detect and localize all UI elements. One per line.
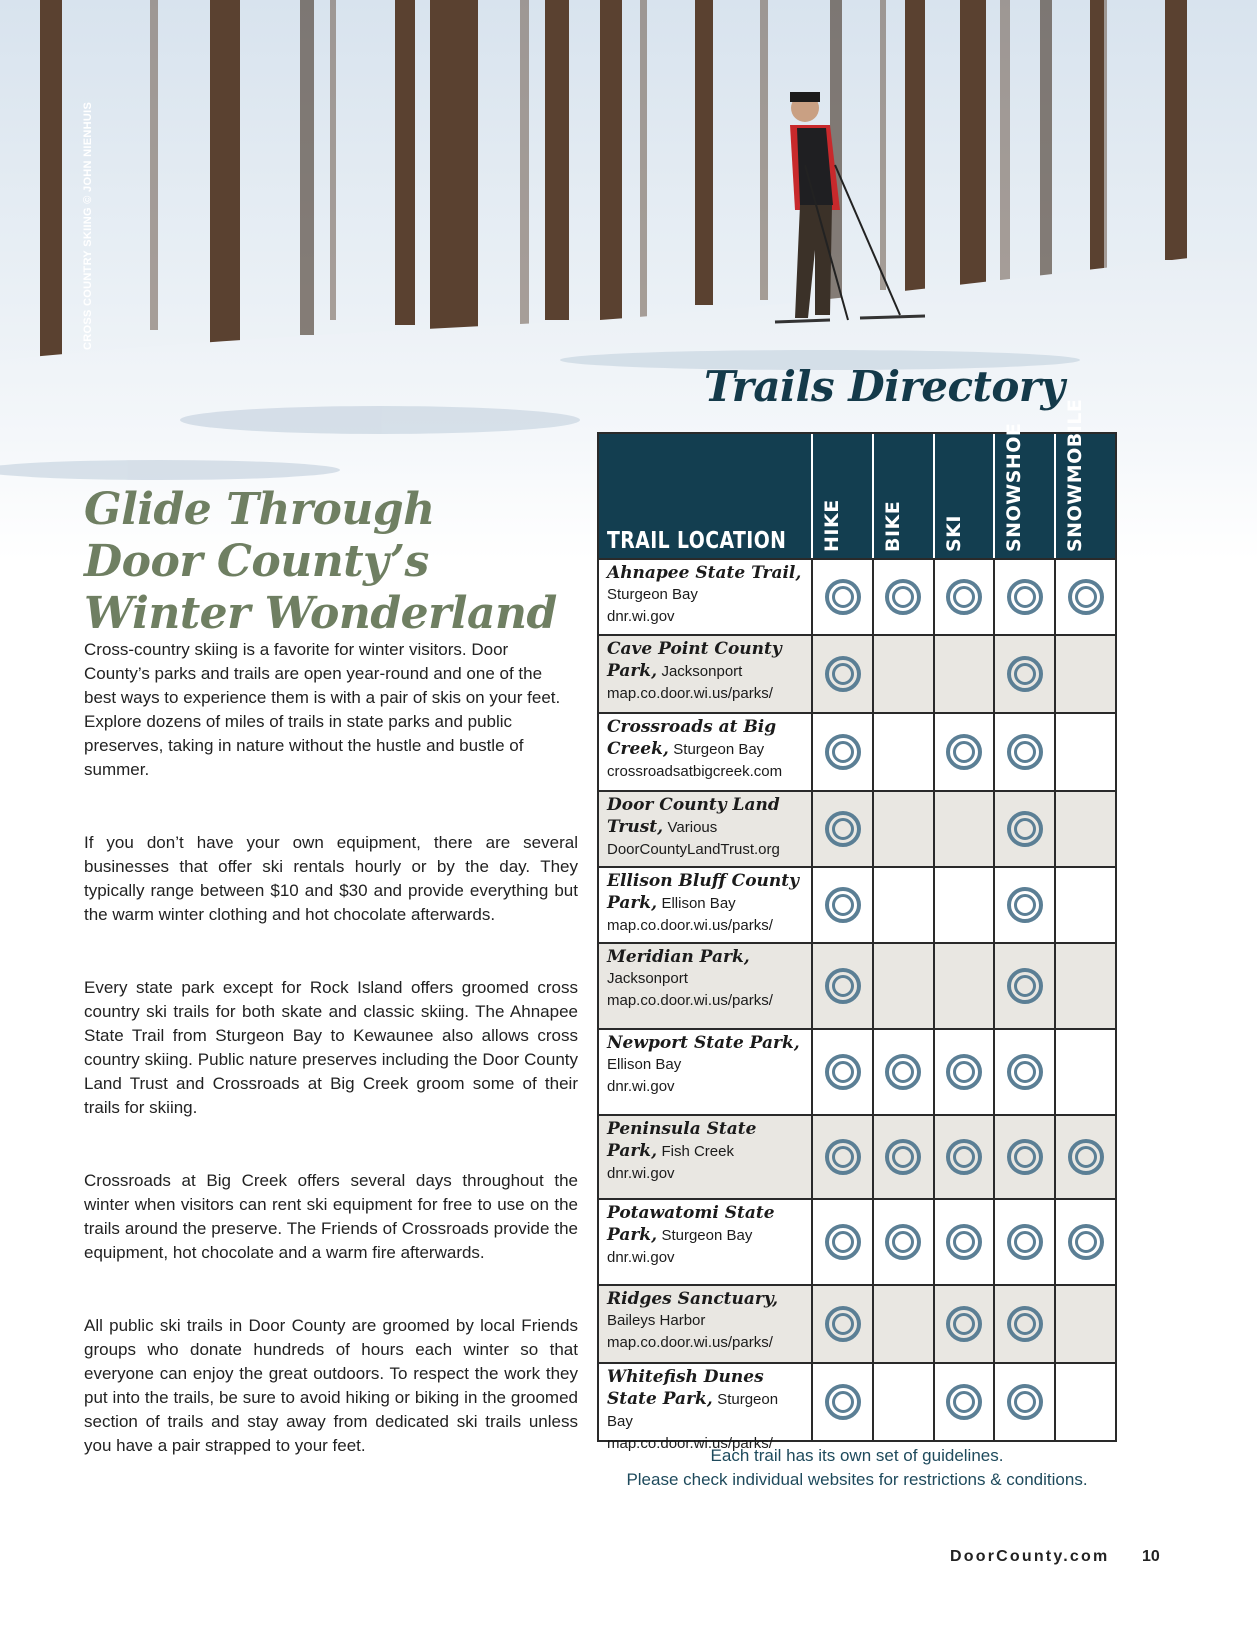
trail-name-line — [607, 638, 807, 683]
available-icon — [825, 968, 861, 1004]
trail-name-line — [607, 870, 807, 915]
trail-town: Sturgeon Bay — [661, 1227, 753, 1244]
trail-town: Sturgeon Bay — [607, 1391, 779, 1430]
table-row — [599, 1284, 1115, 1362]
footer-site: DoorCounty.com — [950, 1548, 1110, 1565]
header-bike — [872, 434, 933, 558]
trail-name: Ridges Sanctuary, — [607, 1289, 779, 1309]
trail-location-cell — [599, 1200, 811, 1284]
header-trail-location — [599, 434, 811, 558]
header-hike — [811, 434, 872, 558]
photo-credit-container — [82, 100, 102, 350]
activity-cell-bike — [872, 944, 933, 1028]
trail-url: map.co.door.wi.us/parks/ — [607, 992, 773, 1009]
trail-name-line — [607, 1118, 807, 1163]
available-icon — [946, 734, 982, 770]
trail-location-cell — [599, 1286, 811, 1362]
photo-credit: CROSS COUNTRY SKIING © JOHN NIENHUIS — [82, 101, 94, 350]
trail-name: Door County Land Trust, — [607, 795, 780, 837]
activity-cell-snowmobile — [1054, 792, 1115, 866]
available-icon — [885, 579, 921, 615]
activity-cell-bike — [872, 1200, 933, 1284]
activity-cell-hike — [811, 792, 872, 866]
header-label: SNOWSHOE — [1003, 422, 1026, 552]
article-paragraph: Cross-country skiing is a favorite for winter visitors. Door County’s parks and trails are open year-round and one of the best ways to experience them is with a pair of skis on your feet. Explore dozens of miles of trails in state parks and public preserves, taking in nature without the hustle and bustle of summer. — [84, 640, 561, 779]
trail-url: map.co.door.wi.us/parks/ — [607, 1334, 773, 1351]
available-icon — [946, 1306, 982, 1342]
header-ski — [933, 434, 994, 558]
activity-cell-snowshoe — [993, 1364, 1054, 1440]
header-label: TRAIL LOCATION — [607, 528, 787, 554]
activity-cell-hike — [811, 1116, 872, 1198]
trail-name: Newport State Park, — [607, 1033, 800, 1053]
activity-cell-bike — [872, 1030, 933, 1114]
activity-cell-hike — [811, 1364, 872, 1440]
activity-cell-hike — [811, 636, 872, 712]
table-row — [599, 942, 1115, 1028]
available-icon — [1007, 887, 1043, 923]
guidelines-note — [597, 1444, 1117, 1492]
article-headline — [84, 484, 564, 640]
trail-url: dnr.wi.gov — [607, 1249, 675, 1266]
trail-url: dnr.wi.gov — [607, 1078, 675, 1095]
available-icon — [825, 734, 861, 770]
trail-location-cell — [599, 868, 811, 942]
trail-town: Ellison Bay — [607, 1056, 682, 1073]
trail-name-line — [607, 1202, 807, 1247]
table-body — [599, 558, 1115, 1452]
activity-cell-snowmobile — [1054, 1364, 1115, 1440]
trail-url: crossroadsatbigcreek.com — [607, 763, 783, 780]
header-label: HIKE — [821, 499, 844, 552]
activity-cell-ski — [933, 1200, 994, 1284]
trails-table — [597, 398, 1117, 1452]
activity-cell-snowmobile — [1054, 636, 1115, 712]
available-icon — [946, 1224, 982, 1260]
available-icon — [825, 656, 861, 692]
available-icon — [1007, 1384, 1043, 1420]
article-paragraph: If you don’t have your own equipment, there are several businesses that offer ski rentals hourly or by the day. They typically range between $10 and $30 and provide everything but the warm winter clothing and hot chocolate afterwards. — [84, 833, 578, 924]
available-icon — [1007, 811, 1043, 847]
trail-name-line — [607, 1366, 807, 1433]
activity-cell-hike — [811, 1200, 872, 1284]
activity-cell-ski — [933, 792, 994, 866]
available-icon — [825, 1054, 861, 1090]
trail-town: Jacksonport — [607, 970, 688, 987]
activity-cell-bike — [872, 560, 933, 634]
available-icon — [1007, 579, 1043, 615]
trail-location-cell — [599, 944, 811, 1028]
activity-cell-snowmobile — [1054, 944, 1115, 1028]
trail-name-line — [607, 1288, 807, 1332]
table-row — [599, 1114, 1115, 1198]
header-snowmobile — [1054, 398, 1115, 558]
activity-cell-ski — [933, 1364, 994, 1440]
activity-cell-ski — [933, 868, 994, 942]
trail-town: Ellison Bay — [661, 895, 736, 912]
table-row — [599, 866, 1115, 942]
article-paragraph: Crossroads at Big Creek offers several days throughout the winter when visitors can rent ski equipment for free to use on the trails around the preserve. The Friends of Crossroads provide the equipment, hot chocolate and a warm fire afterwards. — [84, 1171, 578, 1262]
activity-cell-snowshoe — [993, 1286, 1054, 1362]
activity-cell-snowshoe — [993, 1200, 1054, 1284]
activity-cell-bike — [872, 1116, 933, 1198]
header-label: BIKE — [881, 500, 904, 552]
table-row — [599, 558, 1115, 634]
trail-town: Baileys Harbor — [607, 1312, 706, 1329]
trail-name: Cave Point County Park, — [607, 639, 782, 681]
available-icon — [946, 579, 982, 615]
available-icon — [825, 1139, 861, 1175]
table-header — [599, 398, 1115, 558]
available-icon — [1007, 1054, 1043, 1090]
trail-town: Sturgeon Bay — [673, 741, 765, 758]
activity-cell-snowmobile — [1054, 560, 1115, 634]
trail-name: Ellison Bluff County Park, — [607, 871, 800, 913]
activity-cell-hike — [811, 868, 872, 942]
available-icon — [1068, 579, 1104, 615]
article-paragraph: All public ski trails in Door County are groomed by local Friends groups who donate hundreds of hours each winter so that everyone can enjoy the great outdoors. To respect the work they put into the trails, be sure to avoid hiking or biking in the groomed section of trails and stay away from dedicated ski trails unless you have a pair strapped to your feet. — [84, 1316, 578, 1455]
trail-location-cell — [599, 714, 811, 790]
activity-cell-hike — [811, 1030, 872, 1114]
trail-name: Ahnapee State Trail, — [607, 563, 802, 583]
trail-url: map.co.door.wi.us/parks/ — [607, 1435, 773, 1452]
trail-location-cell — [599, 636, 811, 712]
activity-cell-bike — [872, 636, 933, 712]
trail-name: Crossroads at Big Creek, — [607, 717, 777, 759]
activity-cell-snowmobile — [1054, 868, 1115, 942]
table-row — [599, 1362, 1115, 1452]
trail-location-cell — [599, 560, 811, 634]
table-row — [599, 1198, 1115, 1284]
activity-cell-bike — [872, 1286, 933, 1362]
available-icon — [1007, 968, 1043, 1004]
trail-location-cell — [599, 792, 811, 866]
activity-cell-bike — [872, 868, 933, 942]
activity-cell-snowmobile — [1054, 1286, 1115, 1362]
activity-cell-snowshoe — [993, 636, 1054, 712]
available-icon — [825, 1384, 861, 1420]
available-icon — [946, 1384, 982, 1420]
activity-cell-hike — [811, 560, 872, 634]
activity-cell-ski — [933, 714, 994, 790]
trail-location-cell — [599, 1030, 811, 1114]
available-icon — [825, 579, 861, 615]
article-body — [84, 638, 578, 1507]
available-icon — [1007, 1306, 1043, 1342]
trail-name-line — [607, 716, 807, 761]
headline-line: Glide Through — [84, 484, 435, 535]
trail-name-line — [607, 562, 807, 606]
activity-cell-snowshoe — [993, 1116, 1054, 1198]
trail-location-cell — [599, 1116, 811, 1198]
trail-name-line — [607, 794, 807, 839]
activity-cell-ski — [933, 1286, 994, 1362]
header-snowshoe — [993, 422, 1054, 558]
note-line: Each trail has its own set of guidelines. — [710, 1446, 1004, 1465]
activity-cell-snowmobile — [1054, 714, 1115, 790]
header-label: SNOWMOBILE — [1064, 398, 1087, 552]
available-icon — [825, 887, 861, 923]
activity-cell-ski — [933, 636, 994, 712]
trail-town: Sturgeon Bay — [607, 586, 698, 603]
trail-url: dnr.wi.gov — [607, 1165, 675, 1182]
activity-cell-snowshoe — [993, 560, 1054, 634]
trail-name-line — [607, 946, 807, 990]
activity-cell-bike — [872, 714, 933, 790]
activity-cell-hike — [811, 1286, 872, 1362]
trail-name: Potawatomi State Park, — [607, 1203, 775, 1245]
activity-cell-snowshoe — [993, 868, 1054, 942]
activity-cell-snowshoe — [993, 1030, 1054, 1114]
trail-town: Various — [667, 819, 718, 836]
available-icon — [1007, 1139, 1043, 1175]
trail-url: DoorCountyLandTrust.org — [607, 841, 780, 858]
available-icon — [825, 1306, 861, 1342]
trail-name: Peninsula State Park, — [607, 1119, 757, 1161]
trail-url: dnr.wi.gov — [607, 608, 675, 625]
available-icon — [1007, 656, 1043, 692]
note-line: Please check individual websites for restrictions & conditions. — [626, 1470, 1088, 1489]
trail-town: Fish Creek — [661, 1143, 734, 1160]
trail-name: Whitefish Dunes State Park, — [607, 1367, 764, 1409]
activity-cell-bike — [872, 1364, 933, 1440]
activity-cell-ski — [933, 560, 994, 634]
table-row — [599, 634, 1115, 712]
header-label: SKI — [942, 515, 965, 552]
activity-cell-ski — [933, 1116, 994, 1198]
trail-url: map.co.door.wi.us/parks/ — [607, 917, 773, 934]
available-icon — [825, 811, 861, 847]
activity-cell-bike — [872, 792, 933, 866]
trail-town: Jacksonport — [661, 663, 743, 680]
table-row — [599, 790, 1115, 866]
trail-location-cell — [599, 1364, 811, 1452]
table-row — [599, 1028, 1115, 1114]
activity-cell-snowmobile — [1054, 1200, 1115, 1284]
available-icon — [885, 1054, 921, 1090]
available-icon — [825, 1224, 861, 1260]
available-icon — [1007, 734, 1043, 770]
activity-cell-hike — [811, 714, 872, 790]
trail-url: map.co.door.wi.us/parks/ — [607, 685, 773, 702]
activity-cell-snowshoe — [993, 792, 1054, 866]
headline-line: Winter Wonderland — [84, 588, 557, 639]
activity-cell-snowmobile — [1054, 1116, 1115, 1198]
directory-title: Trails Directory — [704, 362, 1065, 411]
available-icon — [1007, 1224, 1043, 1260]
available-icon — [946, 1139, 982, 1175]
activity-cell-snowshoe — [993, 944, 1054, 1028]
available-icon — [885, 1224, 921, 1260]
activity-cell-ski — [933, 1030, 994, 1114]
trail-name: Meridian Park, — [607, 947, 750, 967]
headline-line: Door County’s — [84, 536, 429, 587]
activity-cell-hike — [811, 944, 872, 1028]
activity-cell-snowmobile — [1054, 1030, 1115, 1114]
trail-name-line — [607, 1032, 807, 1076]
available-icon — [1068, 1224, 1104, 1260]
activity-cell-snowshoe — [993, 714, 1054, 790]
available-icon — [885, 1139, 921, 1175]
activity-cell-ski — [933, 944, 994, 1028]
article-paragraph: Every state park except for Rock Island offers groomed cross country ski trails for both skate and classic skiing. The Ahnapee State Trail from Sturgeon Bay to Kewaunee also allows cross country skiing. Public nature preserves including the Door County Land Trust and Crossroads at Big Creek groom some of their trails for skiing. — [84, 978, 578, 1117]
available-icon — [1068, 1139, 1104, 1175]
available-icon — [946, 1054, 982, 1090]
table-row — [599, 712, 1115, 790]
page-number: 10 — [1142, 1548, 1160, 1565]
